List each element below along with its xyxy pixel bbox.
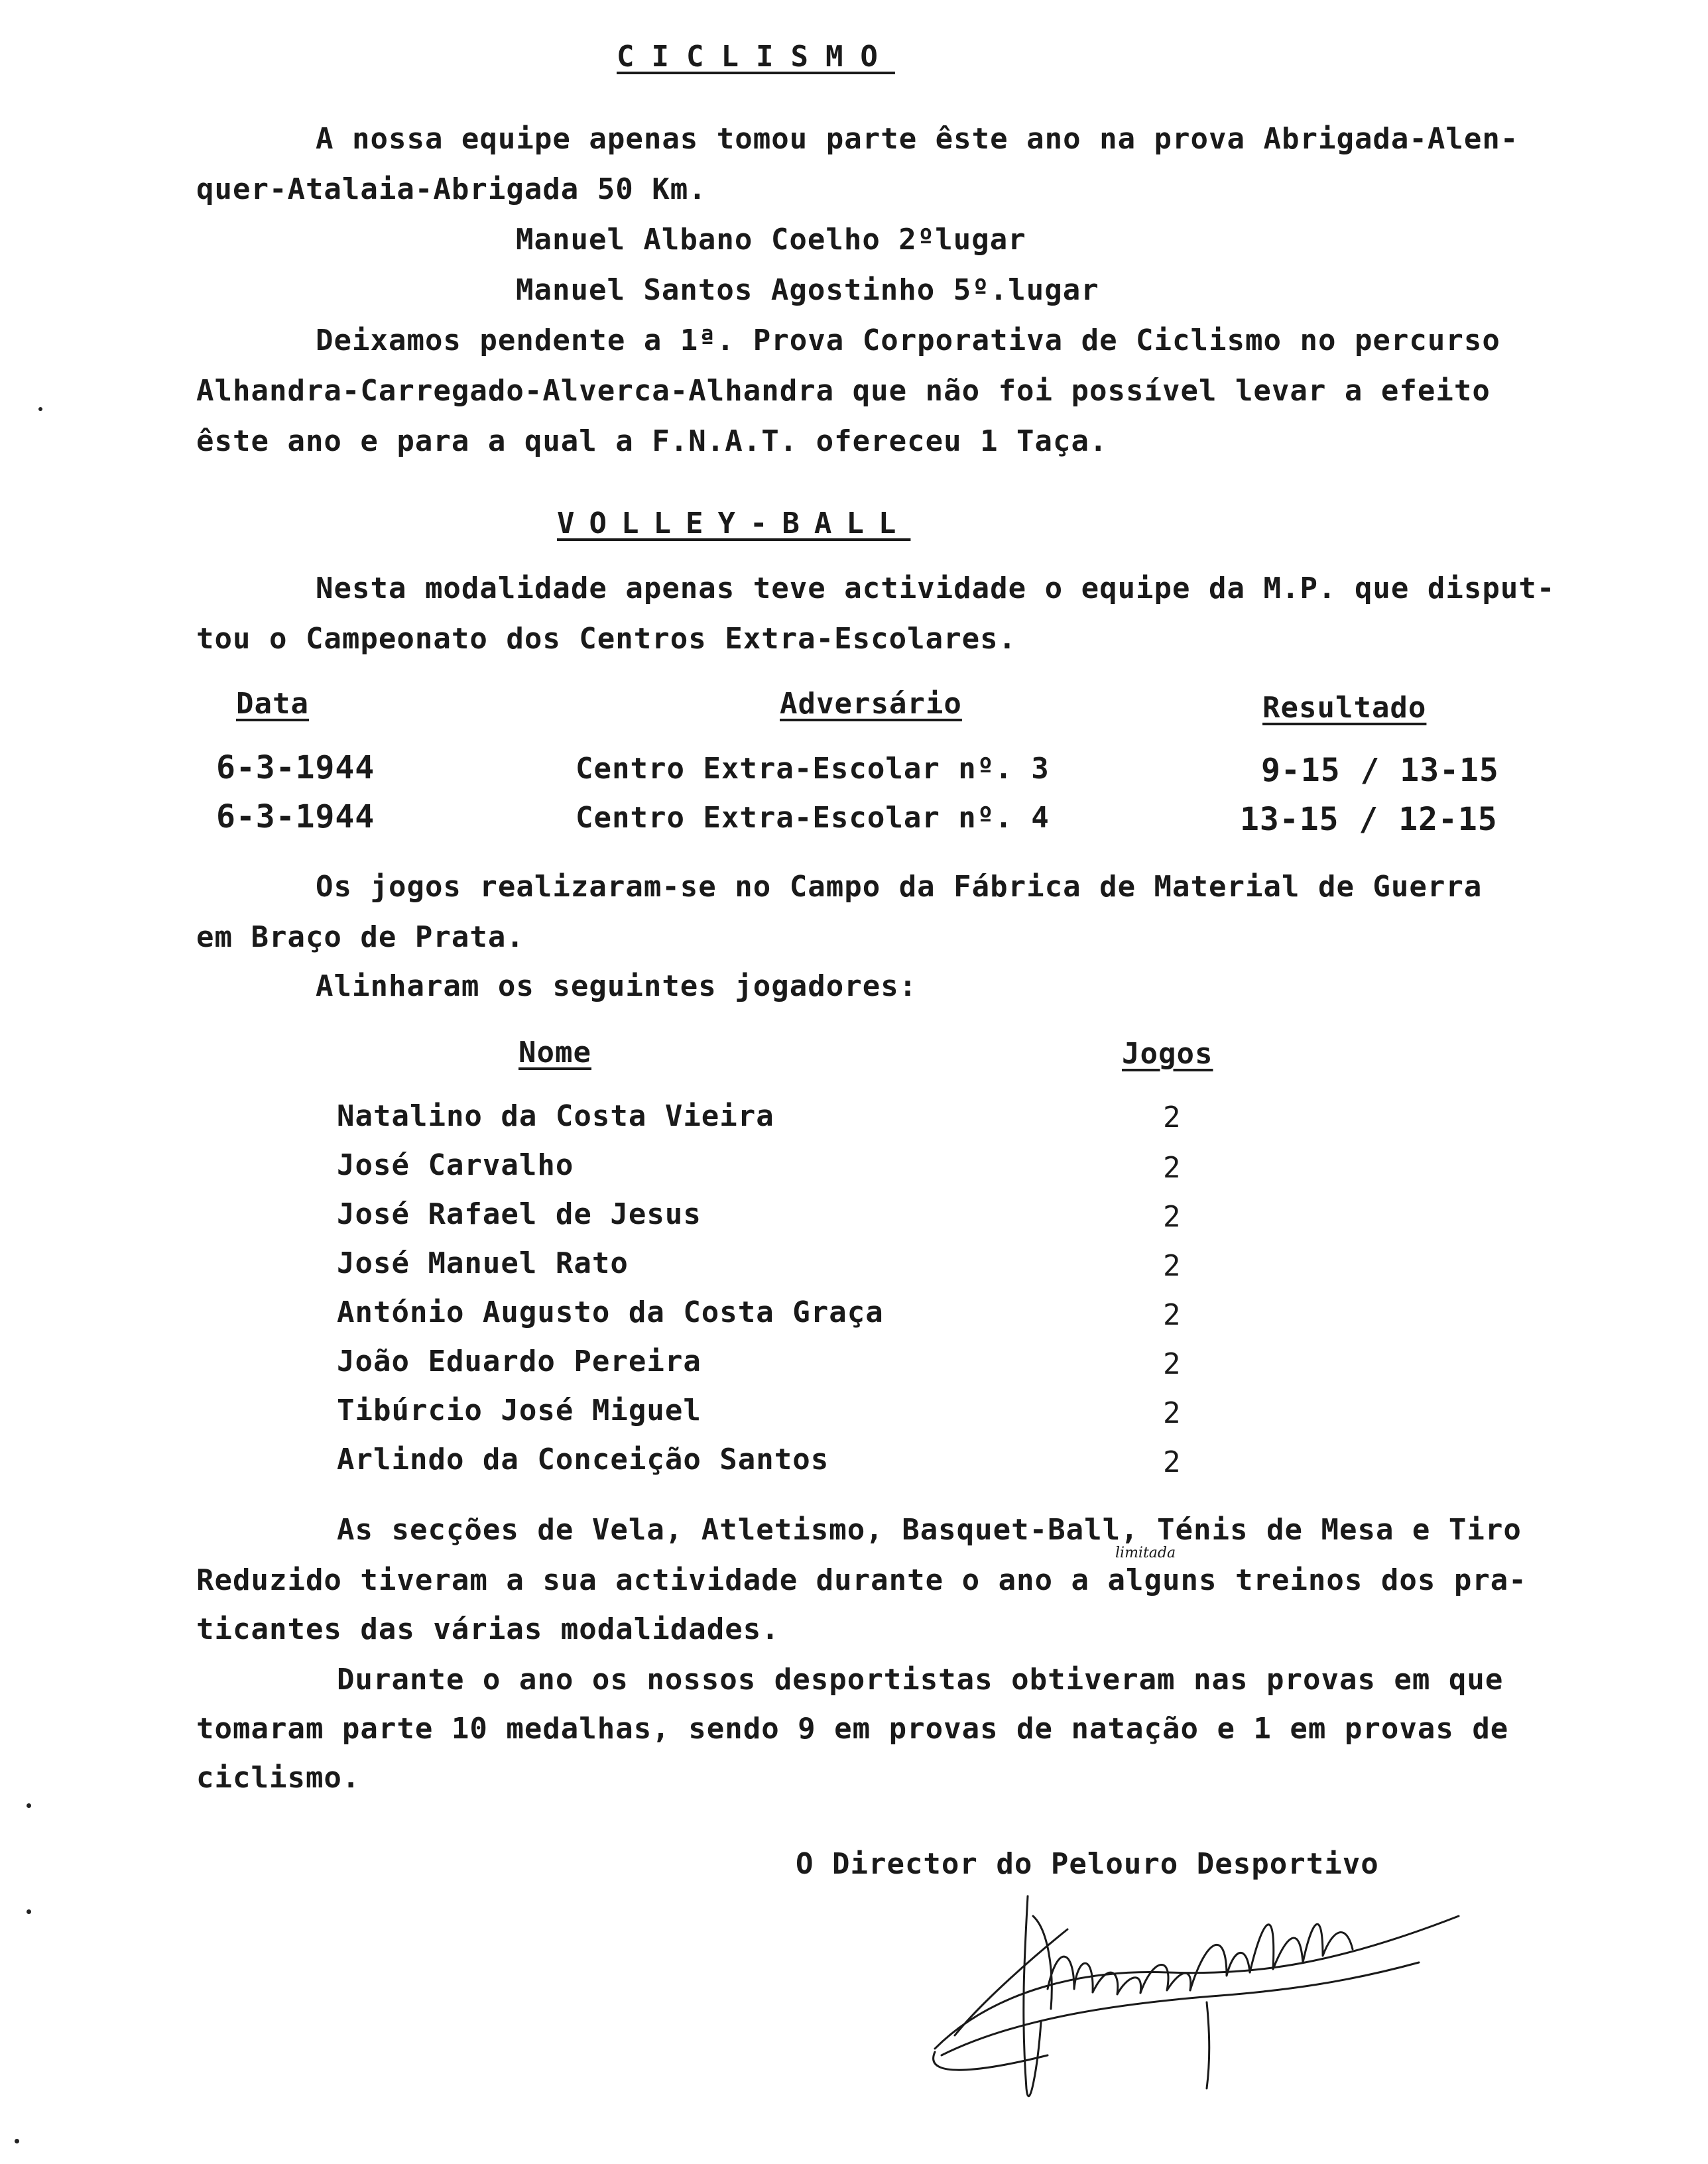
player-games: 2 — [1163, 1298, 1182, 1332]
venue-line: em Braço de Prata. — [196, 920, 524, 954]
player-name: José Rafael de Jesus — [337, 1197, 702, 1231]
players-intro: Alinharam os seguintes jogadores: — [316, 969, 918, 1003]
player-games: 2 — [1163, 1249, 1182, 1283]
ciclismo-heading: CICLISMO — [617, 40, 895, 74]
ciclismo-paragraph-line: A nossa equipe apenas tomou parte êste ano na prova Abrigada-Alen- — [316, 122, 1519, 156]
venue-line: Os jogos realizaram-se no Campo da Fábrica de Material de Guerra — [316, 870, 1483, 904]
other-sections-line: As secções de Vela, Atletismo, Basquet-Ball, Ténis de Mesa e Tiro — [337, 1513, 1522, 1547]
ciclismo-paragraph-line: êste ano e para a qual a F.N.A.T. ofereceu 1 Taça. — [196, 424, 1108, 458]
other-sections-line: ticantes das várias modalidades. — [196, 1612, 780, 1646]
signature-title: O Director do Pelouro Desportivo — [796, 1847, 1379, 1881]
ciclismo-paragraph-line: quer-Atalaia-Abrigada 50 Km. — [196, 172, 707, 206]
player-games: 2 — [1163, 1396, 1182, 1430]
player-name: António Augusto da Costa Graça — [337, 1295, 884, 1329]
medals-line: Durante o ano os nossos desportistas obtiveram nas provas em que — [337, 1663, 1504, 1697]
games-row-opponent: Centro Extra-Escolar nº. 3 — [576, 752, 1050, 786]
games-row-result: 13-15 / 12-15 — [1240, 801, 1498, 838]
games-row-date: 6-3-1944 — [216, 749, 375, 786]
games-row-date: 6-3-1944 — [216, 798, 375, 835]
player-games: 2 — [1163, 1101, 1182, 1134]
handwritten-insert: limitada — [1115, 1545, 1176, 1561]
handwritten-signature — [915, 1836, 1485, 2141]
players-header-games: Jogos — [1122, 1037, 1213, 1071]
player-games: 2 — [1163, 1347, 1182, 1381]
ciclismo-result-line: Manuel Santos Agostinho 5º.lugar — [516, 273, 1099, 307]
player-name: João Eduardo Pereira — [337, 1345, 702, 1378]
volleyball-intro-line: Nesta modalidade apenas teve actividade o equipe da M.P. que disput- — [316, 571, 1555, 605]
ink-speck — [27, 1909, 31, 1914]
player-name: Tibúrcio José Miguel — [337, 1394, 702, 1427]
ciclismo-paragraph-line: Alhandra-Carregado-Alverca-Alhandra que não foi possível levar a efeito — [196, 374, 1491, 408]
players-header-name: Nome — [518, 1036, 591, 1069]
ciclismo-paragraph-line: Deixamos pendente a 1ª. Prova Corporativa de Ciclismo no percurso — [316, 324, 1500, 357]
player-name: Natalino da Costa Vieira — [337, 1099, 774, 1133]
ink-speck — [27, 1803, 31, 1808]
games-header-date: Data — [236, 687, 309, 721]
player-name: José Manuel Rato — [337, 1246, 629, 1280]
games-row-result: 9-15 / 13-15 — [1261, 752, 1499, 789]
ink-speck — [38, 407, 42, 411]
ciclismo-result-line: Manuel Albano Coelho 2ºlugar — [516, 223, 1026, 257]
other-sections-line: Reduzido tiveram a sua actividade durante o ano a alguns treinos dos pra- — [196, 1563, 1527, 1597]
medals-line: tomaram parte 10 medalhas, sendo 9 em provas de natação e 1 em provas de — [196, 1712, 1509, 1746]
player-name: Arlindo da Conceição Santos — [337, 1443, 829, 1476]
player-games: 2 — [1163, 1151, 1182, 1185]
medals-line: ciclismo. — [196, 1761, 361, 1795]
player-games: 2 — [1163, 1445, 1182, 1479]
ink-speck — [15, 2139, 19, 2143]
volleyball-heading: VOLLEY-BALL — [557, 507, 911, 540]
player-name: José Carvalho — [337, 1148, 574, 1182]
player-games: 2 — [1163, 1200, 1182, 1234]
games-row-opponent: Centro Extra-Escolar nº. 4 — [576, 801, 1050, 835]
volleyball-intro-line: tou o Campeonato dos Centros Extra-Escolares. — [196, 622, 1017, 656]
games-header-result: Resultado — [1262, 691, 1427, 725]
games-header-opponent: Adversário — [780, 687, 962, 721]
